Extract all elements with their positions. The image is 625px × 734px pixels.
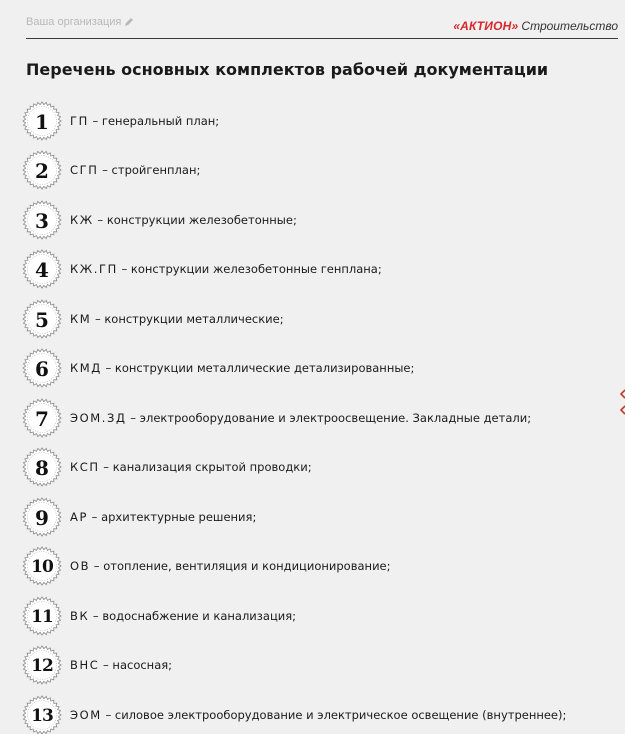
item-text <box>70 312 284 326</box>
list-item <box>22 641 566 691</box>
documentation-list <box>22 96 566 734</box>
item-description: – конструкции железобетонные; <box>93 212 297 227</box>
item-code: ВК <box>70 608 90 623</box>
item-text <box>70 708 566 722</box>
badge-number: 8 <box>35 456 49 481</box>
item-description: – водоснабжение и канализация; <box>89 608 297 623</box>
chevron-left-icon[interactable] <box>620 388 625 418</box>
header-bar <box>26 14 618 39</box>
list-item <box>22 690 566 734</box>
brand-mark: «АКТИОН» <box>453 19 519 33</box>
badge-number: 7 <box>35 406 49 431</box>
list-item <box>22 492 566 542</box>
number-badge <box>22 546 62 586</box>
badge-number: 6 <box>35 357 49 382</box>
item-text <box>70 163 200 177</box>
number-badge <box>22 497 62 537</box>
page-title: Перечень основных комплектов рабочей документации <box>26 60 549 79</box>
item-code: КЖ <box>70 212 94 227</box>
list-item <box>22 443 566 493</box>
item-code: ВНС <box>70 658 100 673</box>
number-badge <box>22 645 62 685</box>
number-badge <box>22 200 62 240</box>
list-item <box>22 146 566 196</box>
item-description: – генеральный план; <box>88 113 220 128</box>
number-badge <box>22 299 62 339</box>
number-badge <box>22 101 62 141</box>
list-item <box>22 344 566 394</box>
item-text <box>70 411 531 425</box>
badge-number: 11 <box>31 606 53 627</box>
item-text <box>70 114 219 128</box>
brand-logo <box>453 19 618 33</box>
number-badge <box>22 398 62 438</box>
item-description: – силовое электрооборудование и электрическое освещение (внутреннее); <box>101 707 567 722</box>
item-description: – конструкции металлические; <box>91 311 284 326</box>
item-text <box>70 213 297 227</box>
badge-number: 5 <box>35 307 49 332</box>
item-code: КМД <box>70 361 102 376</box>
item-code: КМ <box>70 311 92 326</box>
number-badge <box>22 348 62 388</box>
badge-number: 4 <box>35 258 49 283</box>
item-code: ГП <box>70 113 89 128</box>
organization-label: Ваша организация <box>26 16 122 28</box>
list-item <box>22 195 566 245</box>
badge-number: 3 <box>35 208 49 233</box>
item-description: – конструкции металлические детализированные; <box>101 361 415 376</box>
item-code: ЭОМ <box>70 707 102 722</box>
item-code: СГП <box>70 163 99 178</box>
list-item <box>22 245 566 295</box>
item-description: – электрооборудование и электроосвещение. Закладные детали; <box>126 410 532 425</box>
organization-field[interactable] <box>26 16 134 28</box>
pencil-icon[interactable] <box>124 17 134 27</box>
list-item <box>22 542 566 592</box>
item-text <box>70 510 256 524</box>
item-description: – насосная; <box>99 658 173 673</box>
number-badge <box>22 249 62 289</box>
item-text <box>70 361 414 375</box>
badge-number: 1 <box>35 109 49 134</box>
item-text <box>70 460 312 474</box>
badge-number: 2 <box>35 159 49 184</box>
item-text <box>70 609 296 623</box>
item-description: – канализация скрытой проводки; <box>99 460 312 475</box>
badge-number: 13 <box>31 705 53 726</box>
item-code: ОВ <box>70 559 91 574</box>
item-code: КСП <box>70 460 100 475</box>
number-badge <box>22 150 62 190</box>
number-badge <box>22 447 62 487</box>
badge-number: 9 <box>35 505 49 530</box>
list-item <box>22 96 566 146</box>
item-text <box>70 658 172 672</box>
list-item <box>22 393 566 443</box>
item-description: – конструкции железобетонные генплана; <box>117 262 382 277</box>
number-badge <box>22 596 62 636</box>
item-code: АР <box>70 509 89 524</box>
badge-number: 12 <box>31 656 53 677</box>
list-item <box>22 294 566 344</box>
item-text <box>70 559 391 573</box>
brand-subtitle: Строительство <box>521 19 618 33</box>
item-description: – стройгенплан; <box>98 163 201 178</box>
item-code: КЖ.ГП <box>70 262 118 277</box>
item-description: – архитектурные решения; <box>88 509 257 524</box>
item-description: – отопление, вентиляция и кондиционирование; <box>90 559 391 574</box>
badge-number: 10 <box>31 557 53 578</box>
number-badge <box>22 695 62 734</box>
list-item <box>22 591 566 641</box>
item-code: ЭОМ.ЗД <box>70 410 127 425</box>
item-text <box>70 262 382 276</box>
